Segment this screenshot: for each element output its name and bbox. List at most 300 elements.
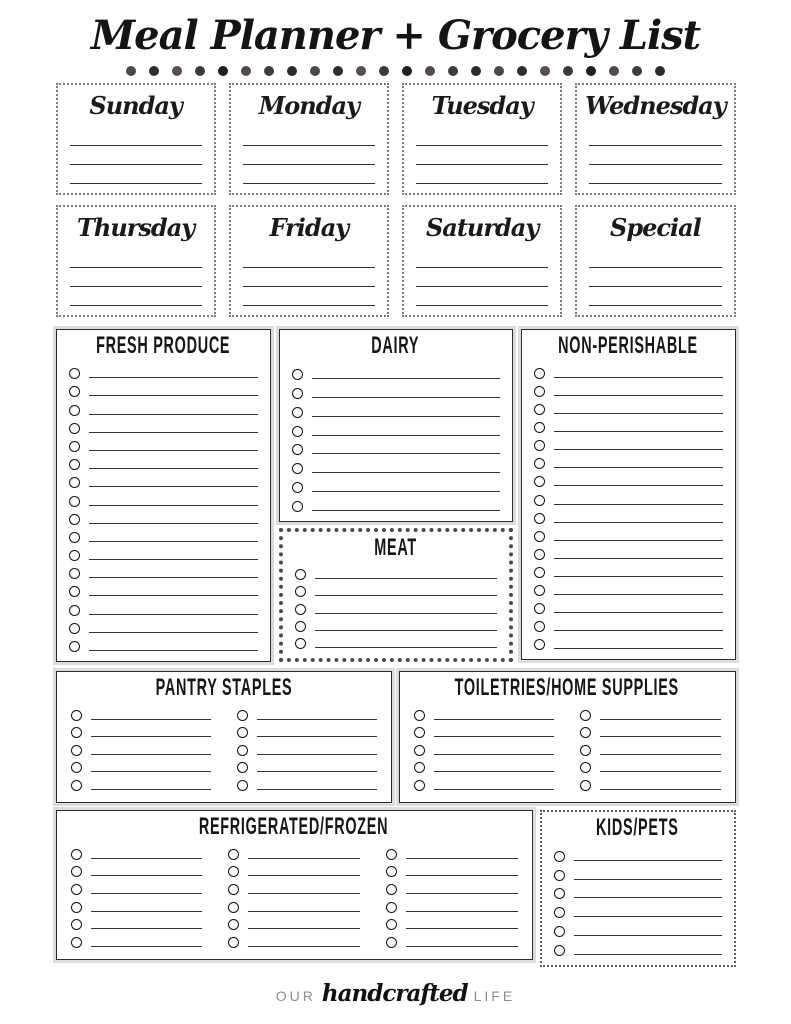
checkbox-circle[interactable]	[71, 884, 82, 895]
checkbox-circle[interactable]	[228, 937, 239, 948]
header-dot	[563, 66, 573, 76]
meal-write-line[interactable]	[589, 183, 721, 184]
header-dot	[287, 66, 297, 76]
write-line[interactable]	[257, 754, 377, 755]
checkbox-circle[interactable]	[580, 780, 591, 791]
checkbox-circle[interactable]	[554, 851, 565, 862]
meal-write-line[interactable]	[70, 164, 202, 165]
checkbox-circle[interactable]	[534, 458, 545, 469]
meal-write-line[interactable]	[416, 305, 548, 306]
write-line[interactable]	[257, 789, 377, 790]
write-line[interactable]	[406, 858, 518, 859]
checkbox-circle[interactable]	[534, 440, 545, 451]
checklist-row	[71, 861, 203, 879]
meal-write-line[interactable]	[243, 164, 375, 165]
write-line[interactable]	[91, 911, 203, 912]
checkbox-circle[interactable]	[228, 849, 239, 860]
checklist-row	[414, 757, 555, 775]
checklist-row	[580, 774, 721, 792]
meal-write-line[interactable]	[416, 286, 548, 287]
header-dot	[126, 66, 136, 76]
checklist-row	[554, 863, 722, 882]
checkbox-circle[interactable]	[534, 621, 545, 632]
checklist-row	[228, 878, 360, 896]
day-box-special	[575, 205, 735, 317]
checkbox-circle[interactable]	[554, 907, 565, 918]
checkbox-circle[interactable]	[237, 762, 248, 773]
write-line[interactable]	[434, 754, 555, 755]
write-line[interactable]	[312, 435, 500, 436]
checklist-row	[237, 739, 377, 757]
checklist-row	[292, 494, 500, 513]
write-line[interactable]	[574, 897, 722, 898]
checkbox-circle[interactable]	[386, 902, 397, 913]
checklist	[522, 360, 735, 659]
write-line[interactable]	[257, 736, 377, 737]
write-line[interactable]	[574, 860, 722, 861]
meal-write-line[interactable]	[589, 164, 721, 165]
day-label: Monday	[258, 91, 360, 120]
checkbox-circle[interactable]	[71, 937, 82, 948]
write-line[interactable]	[91, 875, 203, 876]
meal-write-line[interactable]	[243, 145, 375, 146]
checkbox-circle[interactable]	[386, 849, 397, 860]
section-title-text: NON-PERISHABLE	[558, 332, 698, 359]
write-line[interactable]	[554, 485, 723, 486]
write-line[interactable]	[554, 594, 723, 595]
meal-write-line[interactable]	[243, 183, 375, 184]
section-title-text: TOILETRIES/HOME SUPPLIES	[454, 674, 680, 701]
checkbox-circle[interactable]	[69, 550, 80, 561]
write-line[interactable]	[574, 879, 722, 880]
write-line[interactable]	[406, 875, 518, 876]
checkbox-circle[interactable]	[534, 422, 545, 433]
write-line[interactable]	[91, 719, 211, 720]
checkbox-circle[interactable]	[295, 569, 306, 580]
write-line[interactable]	[89, 468, 258, 469]
checklist-row	[71, 878, 203, 896]
checkbox-circle[interactable]	[69, 605, 80, 616]
checklist-row	[580, 757, 721, 775]
checkbox-circle[interactable]	[71, 780, 82, 791]
write-line[interactable]	[315, 578, 497, 579]
checkbox-circle[interactable]	[414, 745, 425, 756]
checkbox-circle[interactable]	[71, 762, 82, 773]
checklist-row	[71, 704, 211, 722]
checkbox-circle[interactable]	[386, 884, 397, 895]
header-dot	[264, 66, 274, 76]
checklist-row	[554, 900, 722, 919]
checklist-row	[71, 757, 211, 775]
checkbox-circle[interactable]	[237, 745, 248, 756]
checkbox-circle[interactable]	[554, 926, 565, 937]
checklist-row	[386, 843, 518, 861]
day-box-sunday	[56, 83, 216, 195]
checklist-row	[292, 475, 500, 494]
section-title	[57, 672, 391, 702]
header-dot	[586, 66, 596, 76]
checklist-row	[386, 878, 518, 896]
write-line[interactable]	[554, 648, 723, 649]
meal-lines	[416, 267, 548, 306]
write-line[interactable]	[315, 630, 497, 631]
checkbox-circle[interactable]	[295, 604, 306, 615]
checkbox-circle[interactable]	[554, 870, 565, 881]
checklist-row	[69, 417, 258, 435]
meal-write-line[interactable]	[70, 286, 202, 287]
checklist-row	[69, 562, 258, 580]
write-line[interactable]	[89, 395, 258, 396]
checkbox-circle[interactable]	[69, 586, 80, 597]
write-line[interactable]	[89, 614, 258, 615]
checklist-row	[69, 362, 258, 380]
checklist-row	[69, 544, 258, 562]
checkbox-circle[interactable]	[71, 710, 82, 721]
meal-write-line[interactable]	[416, 145, 548, 146]
write-line[interactable]	[554, 612, 723, 613]
checkbox-circle[interactable]	[69, 514, 80, 525]
meal-lines	[589, 267, 721, 306]
meal-write-line[interactable]	[243, 305, 375, 306]
meal-write-line[interactable]	[416, 164, 548, 165]
write-line[interactable]	[600, 719, 721, 720]
checklist-row	[292, 419, 500, 438]
write-line[interactable]	[89, 505, 258, 506]
checklist-row	[69, 617, 258, 635]
day-label: Special	[609, 213, 701, 242]
checklist-row	[534, 416, 723, 434]
meal-lines	[589, 145, 721, 184]
checklist-row	[534, 633, 723, 651]
checklist-row	[292, 362, 500, 381]
checkbox-circle[interactable]	[414, 780, 425, 791]
checklist-row	[69, 508, 258, 526]
header-dot	[172, 66, 182, 76]
checkbox-circle[interactable]	[580, 762, 591, 773]
write-line[interactable]	[89, 595, 258, 596]
section-non-perishable	[521, 329, 736, 660]
header-dot	[425, 66, 435, 76]
write-line[interactable]	[554, 576, 723, 577]
meal-lines	[70, 267, 202, 306]
write-line[interactable]	[248, 946, 360, 947]
write-line[interactable]	[554, 449, 723, 450]
checkbox-circle[interactable]	[534, 531, 545, 542]
section-toiletries-home-supplies	[399, 671, 736, 803]
write-line[interactable]	[554, 377, 723, 378]
checkbox-circle[interactable]	[69, 568, 80, 579]
day-label: Saturday	[425, 213, 539, 242]
write-line[interactable]	[312, 453, 500, 454]
checklist	[542, 842, 734, 965]
write-line[interactable]	[554, 413, 723, 414]
checkbox-circle[interactable]	[69, 423, 80, 434]
checkbox-circle[interactable]	[292, 369, 303, 380]
checklist-row	[292, 438, 500, 457]
checklist-row	[71, 931, 203, 949]
meal-write-line[interactable]	[243, 267, 375, 268]
checklist	[283, 562, 509, 658]
write-line[interactable]	[554, 395, 723, 396]
write-line[interactable]	[91, 928, 203, 929]
checkbox-circle[interactable]	[534, 567, 545, 578]
section-title	[280, 330, 512, 360]
write-line[interactable]	[315, 595, 497, 596]
header-dot	[655, 66, 665, 76]
write-line[interactable]	[91, 893, 203, 894]
write-line[interactable]	[406, 928, 518, 929]
checkbox-circle[interactable]	[69, 405, 80, 416]
write-line[interactable]	[248, 875, 360, 876]
checkbox-circle[interactable]	[69, 496, 80, 507]
checkbox-circle[interactable]	[292, 388, 303, 399]
write-line[interactable]	[91, 858, 203, 859]
write-line[interactable]	[554, 540, 723, 541]
grocery-middle-grid	[56, 329, 736, 662]
checkbox-circle[interactable]	[580, 745, 591, 756]
write-line[interactable]	[574, 954, 722, 955]
write-line[interactable]	[312, 491, 500, 492]
meal-write-line[interactable]	[589, 145, 721, 146]
checkbox-circle[interactable]	[534, 495, 545, 506]
checkbox-circle[interactable]	[237, 727, 248, 738]
write-line[interactable]	[600, 754, 721, 755]
checkbox-circle[interactable]	[554, 888, 565, 899]
day-label: Wednesday	[585, 91, 726, 120]
write-line[interactable]	[89, 650, 258, 651]
checklist-row	[554, 919, 722, 938]
checkbox-circle[interactable]	[292, 444, 303, 455]
day-box-friday	[229, 205, 389, 317]
meal-write-line[interactable]	[70, 267, 202, 268]
write-line[interactable]	[89, 632, 258, 633]
write-line[interactable]	[600, 771, 721, 772]
checkbox-circle[interactable]	[534, 603, 545, 614]
day-label: Tuesday	[431, 91, 533, 120]
header-dot	[471, 66, 481, 76]
write-line[interactable]	[600, 789, 721, 790]
write-line[interactable]	[312, 472, 500, 473]
write-line[interactable]	[89, 450, 258, 451]
write-line[interactable]	[554, 630, 723, 631]
write-line[interactable]	[554, 431, 723, 432]
write-line[interactable]	[91, 754, 211, 755]
checkbox-circle[interactable]	[69, 459, 80, 470]
checkbox-circle[interactable]	[386, 937, 397, 948]
write-line[interactable]	[89, 377, 258, 378]
checkbox-circle[interactable]	[580, 710, 591, 721]
write-line[interactable]	[257, 719, 377, 720]
checklist-row	[534, 452, 723, 470]
checkbox-circle[interactable]	[554, 945, 565, 956]
write-line[interactable]	[257, 771, 377, 772]
checkbox-circle[interactable]	[71, 849, 82, 860]
write-line[interactable]	[248, 893, 360, 894]
checkbox-circle[interactable]	[534, 585, 545, 596]
meal-write-line[interactable]	[416, 267, 548, 268]
write-line[interactable]	[600, 736, 721, 737]
checklist-row	[295, 564, 497, 581]
meal-write-line[interactable]	[243, 286, 375, 287]
meal-write-line[interactable]	[416, 183, 548, 184]
write-line[interactable]	[315, 613, 497, 614]
write-line[interactable]	[312, 378, 500, 379]
checkbox-circle[interactable]	[292, 463, 303, 474]
brand-pre: OUR	[275, 988, 316, 1004]
checkbox-circle[interactable]	[228, 884, 239, 895]
brand-footer	[56, 980, 736, 1007]
section-title-text: FRESH PRODUCE	[95, 332, 231, 359]
write-line[interactable]	[89, 577, 258, 578]
checklist	[57, 360, 270, 661]
meal-write-line[interactable]	[70, 145, 202, 146]
write-line[interactable]	[434, 789, 555, 790]
checkbox-circle[interactable]	[580, 727, 591, 738]
checkbox-circle[interactable]	[69, 386, 80, 397]
checklist-row	[534, 434, 723, 452]
checkbox-circle[interactable]	[295, 621, 306, 632]
checkbox-circle[interactable]	[71, 919, 82, 930]
write-line[interactable]	[89, 432, 258, 433]
checkbox-circle[interactable]	[69, 477, 80, 488]
day-label: Thursday	[77, 213, 195, 242]
write-line[interactable]	[248, 858, 360, 859]
header-dot	[149, 66, 159, 76]
write-line[interactable]	[406, 893, 518, 894]
write-line[interactable]	[434, 771, 555, 772]
checkbox-circle[interactable]	[386, 866, 397, 877]
meal-lines	[416, 145, 548, 184]
write-line[interactable]	[406, 946, 518, 947]
checkbox-circle[interactable]	[69, 641, 80, 652]
checklist-row	[292, 381, 500, 400]
checkbox-circle[interactable]	[534, 549, 545, 560]
checklist-row	[414, 774, 555, 792]
write-line[interactable]	[312, 416, 500, 417]
checklist-row	[228, 861, 360, 879]
checkbox-circle[interactable]	[534, 513, 545, 524]
checkbox-circle[interactable]	[69, 368, 80, 379]
write-line[interactable]	[574, 935, 722, 936]
write-line[interactable]	[248, 911, 360, 912]
checkbox-circle[interactable]	[228, 902, 239, 913]
checkbox-circle[interactable]	[237, 710, 248, 721]
meal-write-line[interactable]	[589, 305, 721, 306]
meal-write-line[interactable]	[589, 267, 721, 268]
checklist-row	[237, 722, 377, 740]
checklist-row	[554, 938, 722, 957]
checkbox-circle[interactable]	[534, 404, 545, 415]
checklist	[57, 702, 391, 802]
section-title	[283, 532, 509, 562]
write-line[interactable]	[91, 736, 211, 737]
write-line[interactable]	[248, 928, 360, 929]
write-line[interactable]	[89, 541, 258, 542]
checklist-row	[71, 774, 211, 792]
write-line[interactable]	[554, 522, 723, 523]
write-line[interactable]	[554, 504, 723, 505]
checkbox-circle[interactable]	[69, 532, 80, 543]
checkbox-circle[interactable]	[295, 586, 306, 597]
write-line[interactable]	[91, 771, 211, 772]
checkbox-circle[interactable]	[292, 482, 303, 493]
write-line[interactable]	[312, 510, 500, 511]
checkbox-circle[interactable]	[71, 866, 82, 877]
write-line[interactable]	[91, 789, 211, 790]
checkbox-circle[interactable]	[69, 623, 80, 634]
checklist-row	[414, 704, 555, 722]
checklist-row	[69, 435, 258, 453]
checkbox-circle[interactable]	[534, 368, 545, 379]
section-title	[522, 330, 735, 360]
write-line[interactable]	[406, 911, 518, 912]
checklist-row	[534, 362, 723, 380]
write-line[interactable]	[89, 559, 258, 560]
checkbox-circle[interactable]	[414, 762, 425, 773]
header-dot	[241, 66, 251, 76]
brand-script: handcrafted	[321, 980, 468, 1007]
checkbox-circle[interactable]	[71, 745, 82, 756]
write-line[interactable]	[434, 736, 555, 737]
write-line[interactable]	[574, 916, 722, 917]
checklist-row	[534, 543, 723, 561]
checkbox-circle[interactable]	[292, 501, 303, 512]
checkbox-circle[interactable]	[534, 639, 545, 650]
checkbox-circle[interactable]	[228, 866, 239, 877]
checkbox-circle[interactable]	[71, 727, 82, 738]
header-dot	[333, 66, 343, 76]
meal-lines	[243, 145, 375, 184]
write-line[interactable]	[89, 486, 258, 487]
checkbox-circle[interactable]	[228, 919, 239, 930]
checklist-row	[69, 598, 258, 616]
meal-write-line[interactable]	[70, 305, 202, 306]
checkbox-circle[interactable]	[292, 426, 303, 437]
checklist-row	[228, 843, 360, 861]
checklist-row	[295, 616, 497, 633]
checkbox-circle[interactable]	[292, 407, 303, 418]
section-dairy	[279, 329, 513, 522]
checklist-row	[69, 453, 258, 471]
checkbox-circle[interactable]	[414, 710, 425, 721]
write-line[interactable]	[554, 558, 723, 559]
header-dot	[540, 66, 550, 76]
meal-write-line[interactable]	[589, 286, 721, 287]
write-line[interactable]	[91, 946, 203, 947]
pantry-row	[56, 671, 736, 803]
checkbox-circle[interactable]	[69, 441, 80, 452]
write-line[interactable]	[312, 397, 500, 398]
write-line[interactable]	[89, 523, 258, 524]
write-line[interactable]	[434, 719, 555, 720]
checkbox-circle[interactable]	[386, 919, 397, 930]
write-line[interactable]	[89, 414, 258, 415]
checklist-row	[534, 579, 723, 597]
checklist-row	[580, 739, 721, 757]
checklist	[57, 841, 532, 959]
checkbox-circle[interactable]	[71, 902, 82, 913]
checkbox-circle[interactable]	[534, 386, 545, 397]
checklist-row	[580, 704, 721, 722]
meal-write-line[interactable]	[70, 183, 202, 184]
header-dot	[609, 66, 619, 76]
write-line[interactable]	[315, 647, 497, 648]
checkbox-circle[interactable]	[237, 780, 248, 791]
write-line[interactable]	[554, 467, 723, 468]
checkbox-circle[interactable]	[295, 638, 306, 649]
checkbox-circle[interactable]	[414, 727, 425, 738]
checkbox-circle[interactable]	[534, 476, 545, 487]
